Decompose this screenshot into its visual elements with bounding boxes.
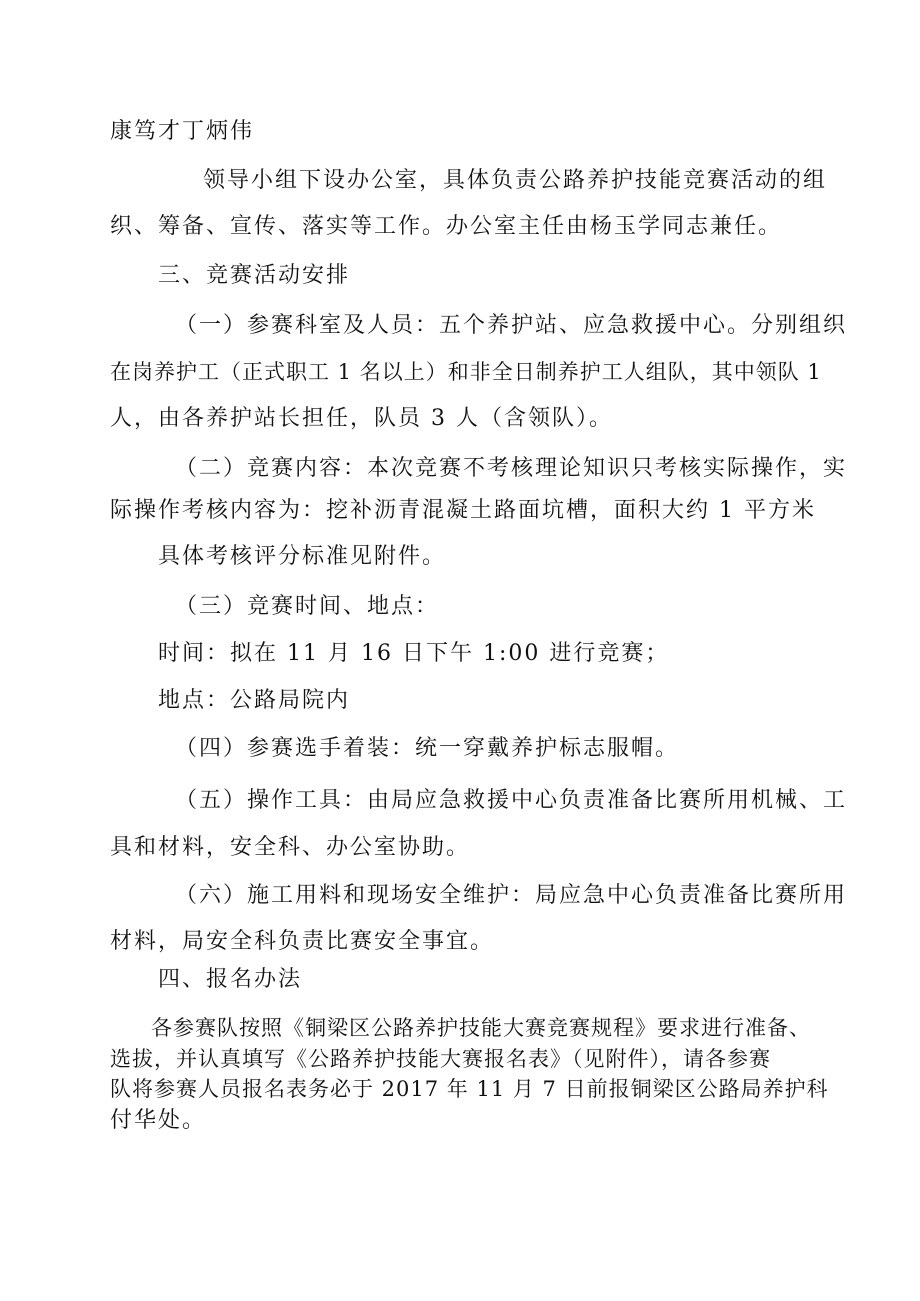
- paragraph-line: 织、筹备、宣传、落实等工作。办公室主任由杨玉学同志兼任。: [110, 214, 783, 239]
- subsection-heading-line: （四）参赛选手着装：统一穿戴养护标志服帽。: [175, 736, 680, 761]
- name-list-line: 康笃才丁炳伟: [110, 119, 255, 144]
- paragraph-line: 具体考核评分标准见附件。: [158, 544, 447, 569]
- paragraph-line: 人，由各养护站长担任，队员 3 人（含领队）。: [110, 406, 613, 431]
- paragraph-line: 材料，局安全科负责比赛安全事宜。: [110, 929, 495, 954]
- paragraph-line: 选拔，并认真填写《公路养护技能大赛报名表》（见附件），请各参赛: [110, 1047, 771, 1071]
- paragraph-line: 领导小组下设办公室，具体负责公路养护技能竞赛活动的组: [203, 168, 828, 193]
- subsection-heading-line: （三）竞赛时间、地点：: [175, 594, 440, 619]
- subsection-heading-line: （二）竞赛内容：本次竞赛不考核理论知识只考核实际操作，实: [175, 456, 848, 481]
- paragraph-line: 际操作考核内容为：挖补沥青混凝土路面坑槽，面积大约 1 平方米: [110, 498, 816, 523]
- subsection-heading-line: （六）施工用料和现场安全维护：局应急中心负责准备比赛所用: [175, 883, 848, 908]
- subsection-heading-line: （一）参赛科室及人员：五个养护站、应急救援中心。分别组织: [175, 313, 848, 338]
- paragraph-line: 在岗养护工（正式职工 1 名以上）和非全日制养护工人组队，其中领队 1: [110, 360, 822, 384]
- paragraph-line: 付华处。: [110, 1108, 207, 1133]
- paragraph-line: 队将参赛人员报名表务必于 2017 年 11 月 7 日前报铜梁区公路局养护科: [110, 1077, 829, 1101]
- section-heading: 三、竞赛活动安排: [158, 263, 351, 288]
- paragraph-line: 时间：拟在 11 月 16 日下午 1:00 进行竞赛；: [158, 641, 670, 666]
- subsection-heading-line: （五）操作工具：由局应急救援中心负责准备比赛所用机械、工: [175, 788, 848, 813]
- paragraph-line: 地点：公路局院内: [158, 688, 351, 713]
- paragraph-line: 具和材料，安全科、办公室协助。: [110, 835, 471, 860]
- paragraph-line: 各参赛队按照《铜梁区公路养护技能大赛竞赛规程》要求进行准备、: [151, 1016, 811, 1040]
- section-heading: 四、报名办法: [158, 967, 303, 992]
